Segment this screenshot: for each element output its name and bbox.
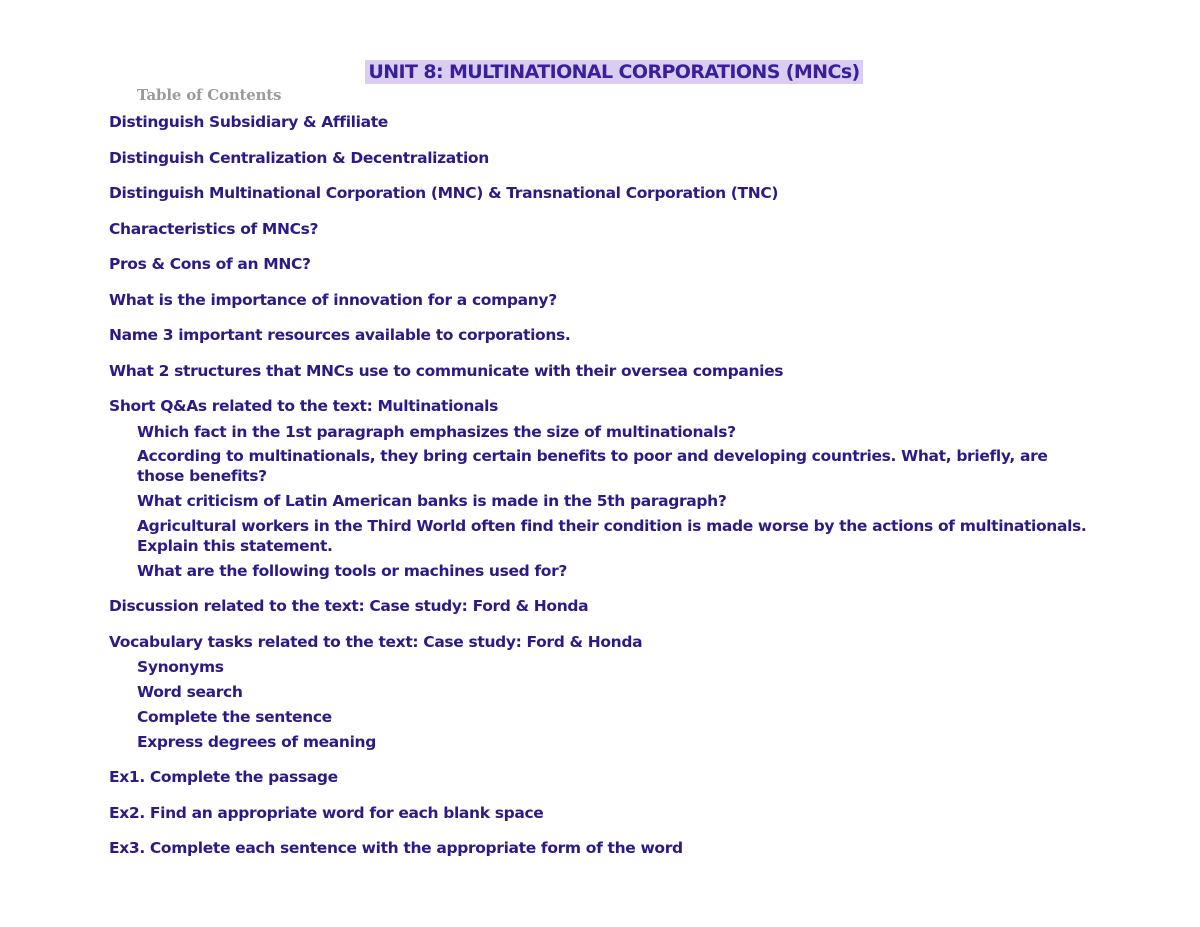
toc-link-centralization[interactable]: Distinguish Centralization & Decentralization [109, 149, 489, 167]
toc-sublink-benefits[interactable]: According to multinationals, they bring certain benefits to poor and developing countries. What, briefly, are those benefits? [137, 447, 1048, 485]
toc-heading: Table of Contents [137, 86, 282, 104]
toc-link-structures[interactable]: What 2 structures that MNCs use to communicate with their oversea companies [109, 362, 784, 380]
toc-link-subsidiary-affiliate[interactable]: Distinguish Subsidiary & Affiliate [109, 113, 388, 131]
toc-sublink-degrees[interactable]: Express degrees of meaning [137, 733, 376, 751]
title-container [0, 60, 1200, 84]
toc-link-ex1[interactable]: Ex1. Complete the passage [109, 768, 338, 786]
toc-link-short-qas[interactable]: Short Q&As related to the text: Multinationals [109, 397, 498, 415]
toc-sublink-size[interactable]: Which fact in the 1st paragraph emphasizes the size of multinationals? [137, 423, 736, 441]
toc-sublink-tools[interactable]: What are the following tools or machines used for? [137, 562, 568, 580]
toc-link-characteristics[interactable]: Characteristics of MNCs? [109, 220, 319, 238]
toc-link-innovation[interactable]: What is the importance of innovation for a company? [109, 291, 557, 309]
toc-sublink-agricultural[interactable]: Agricultural workers in the Third World often find their condition is made worse by the actions of multinationals. Explain this statement. [137, 517, 1087, 555]
toc-link-pros-cons[interactable]: Pros & Cons of an MNC? [109, 255, 311, 273]
toc-link-resources[interactable]: Name 3 important resources available to corporations. [109, 326, 571, 344]
toc-link-ex3[interactable]: Ex3. Complete each sentence with the appropriate form of the word [109, 839, 683, 857]
toc-sublink-complete-sentence[interactable]: Complete the sentence [137, 708, 332, 726]
toc-link-discussion[interactable]: Discussion related to the text: Case study: Ford & Honda [109, 597, 589, 615]
toc-sublink-banks[interactable]: What criticism of Latin American banks is made in the 5th paragraph? [137, 492, 727, 510]
toc-link-ex2[interactable]: Ex2. Find an appropriate word for each blank space [109, 804, 544, 822]
toc-link-mnc-tnc[interactable]: Distinguish Multinational Corporation (MNC) & Transnational Corporation (TNC) [109, 184, 779, 202]
toc-sublink-word-search[interactable]: Word search [137, 683, 243, 701]
toc-link-vocabulary[interactable]: Vocabulary tasks related to the text: Case study: Ford & Honda [109, 633, 643, 651]
toc-sublink-synonyms[interactable]: Synonyms [137, 658, 224, 676]
document-title: UNIT 8: MULTINATIONAL CORPORATIONS (MNCs) [365, 60, 862, 84]
